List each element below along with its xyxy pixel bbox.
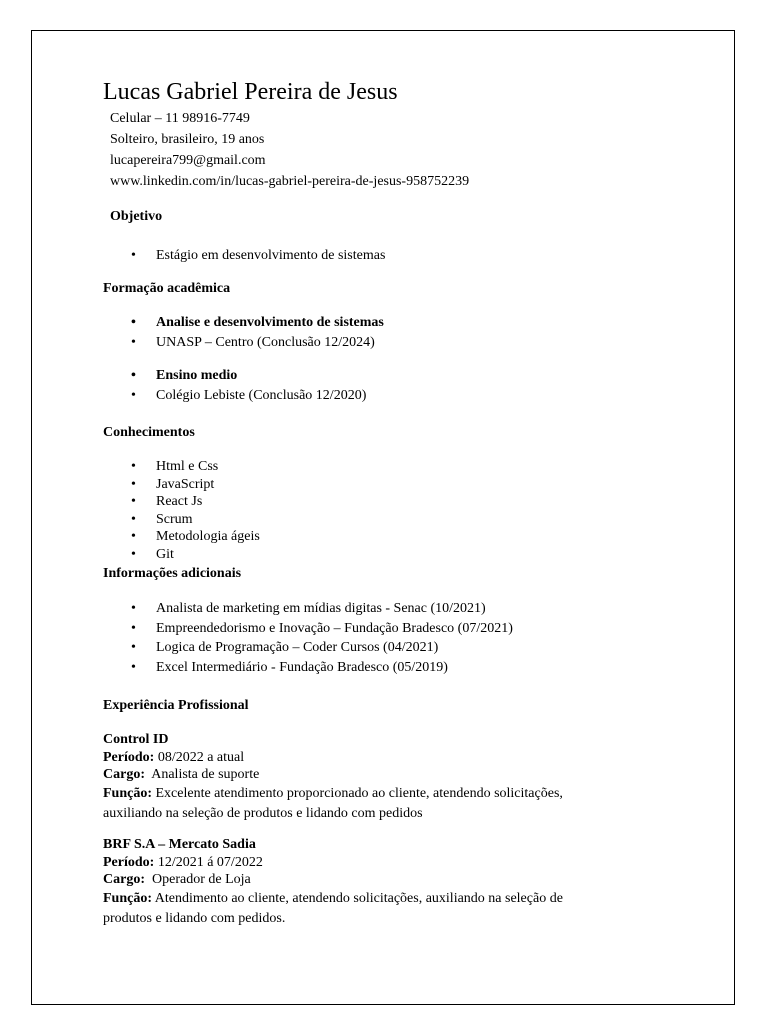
job-role: Cargo: Analista de suporte bbox=[103, 767, 260, 782]
education-course: • Ensino medio bbox=[131, 366, 366, 386]
education-school: • UNASP – Centro (Conclusão 12/2024) bbox=[131, 333, 384, 353]
job-company: Control ID bbox=[103, 732, 169, 747]
job-company: BRF S.A – Mercato Sadia bbox=[103, 837, 256, 852]
skills-heading: Conhecimentos bbox=[103, 425, 195, 440]
job-period: Período: 12/2021 á 07/2022 bbox=[103, 854, 263, 870]
experience-heading: Experiência Profissional bbox=[103, 698, 249, 713]
list-item: • React Js bbox=[131, 493, 260, 511]
list-item: • Git bbox=[131, 546, 260, 564]
education-list-1 bbox=[131, 313, 384, 352]
list-item: • Html e Css bbox=[131, 458, 260, 476]
education-heading: Formação acadêmica bbox=[103, 281, 231, 296]
job-role: Cargo: Operador de Loja bbox=[103, 872, 251, 887]
list-item: • JavaScript bbox=[131, 476, 260, 494]
contact-email: lucapereira799@gmail.com bbox=[110, 153, 266, 168]
job-function: Função: Atendimento ao cliente, atendendo solicitações, auxiliando na seleção de produtos e lidando com pedidos. bbox=[103, 890, 563, 926]
contact-phone: Celular – 11 98916-7749 bbox=[110, 111, 250, 126]
contact-linkedin: www.linkedin.com/in/lucas-gabriel-pereira-de-jesus-958752239 bbox=[110, 174, 470, 189]
objective-heading: Objetivo bbox=[110, 209, 163, 224]
education-course: • Analise e desenvolvimento de sistemas bbox=[131, 313, 384, 333]
job-period: Período: 08/2022 a atual bbox=[103, 749, 245, 765]
list-item: • Metodologia ágeis bbox=[131, 528, 260, 546]
list-item: • Estágio em desenvolvimento de sistemas bbox=[131, 246, 385, 266]
job-entry bbox=[103, 836, 563, 929]
job-entry bbox=[103, 731, 563, 824]
additional-heading: Informações adicionais bbox=[103, 566, 242, 581]
education-school: • Colégio Lebiste (Conclusão 12/2020) bbox=[131, 386, 366, 406]
objective-list bbox=[131, 246, 385, 266]
job-function: Função: Excelente atendimento proporcionado ao cliente, atendendo solicitações, auxiliando na seleção de produtos e lidando com pedidos bbox=[103, 785, 563, 821]
list-item: • Analista de marketing em mídias digitas - Senac (10/2021) bbox=[131, 599, 513, 619]
contact-personal: Solteiro, brasileiro, 19 anos bbox=[110, 132, 265, 147]
additional-list bbox=[131, 599, 513, 677]
list-item: • Logica de Programação – Coder Cursos (04/2021) bbox=[131, 638, 513, 658]
skills-list bbox=[131, 458, 260, 564]
list-item: • Scrum bbox=[131, 511, 260, 529]
resume-name: Lucas Gabriel Pereira de Jesus bbox=[103, 79, 398, 105]
education-list-2 bbox=[131, 366, 366, 405]
list-item: • Empreendedorismo e Inovação – Fundação Bradesco (07/2021) bbox=[131, 619, 513, 639]
list-item: • Excel Intermediário - Fundação Bradesco (05/2019) bbox=[131, 658, 513, 678]
